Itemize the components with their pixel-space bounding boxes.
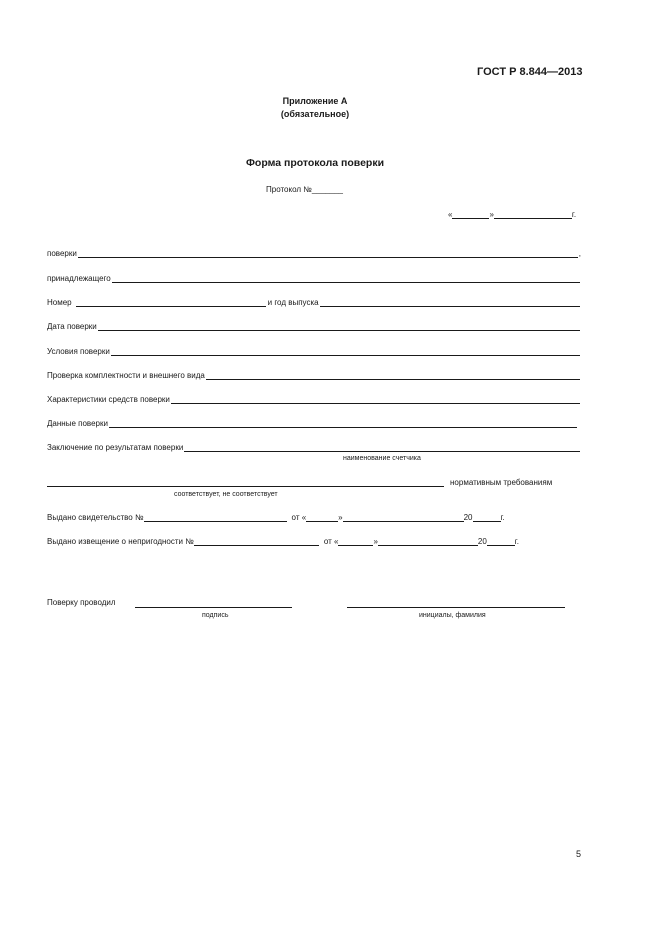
blank-certificate-year [473, 513, 501, 522]
appendix-title: Приложение А [282, 96, 348, 106]
comma: , [578, 249, 581, 258]
blank-data [109, 419, 577, 428]
hint-name: инициалы, фамилия [419, 612, 486, 619]
blank-unsuitability-no [194, 537, 319, 546]
label-certificate: Выдано свидетельство № [47, 513, 144, 522]
form-title: Форма протокола поверки [245, 157, 385, 169]
blank-belonging [112, 274, 580, 283]
blank-name [347, 607, 565, 608]
blank-conditions [111, 347, 580, 356]
row-characteristics [47, 392, 581, 404]
row-certificate [47, 513, 505, 522]
row-unsuitability [47, 537, 519, 546]
blank-certificate-month [343, 513, 464, 522]
unsuitability-from: от « [323, 537, 339, 546]
label-verification: поверки [47, 249, 77, 258]
standard-number: ГОСТ Р 8.844—2013 [477, 66, 583, 78]
row-date [47, 319, 581, 331]
date-year-suffix: г. [571, 210, 577, 219]
blank-number [76, 298, 266, 307]
appendix-note: (обязательное) [280, 109, 350, 119]
hint-conforms: соответствует, не соответствует [174, 491, 278, 498]
label-date: Дата поверки [47, 322, 97, 331]
blank-certificate-day [306, 513, 338, 522]
label-characteristics: Характеристики средств поверки [47, 395, 170, 404]
label-belonging: принадлежащего [47, 274, 111, 283]
certificate-close: » [338, 513, 343, 522]
blank-unsuitability-month [378, 537, 478, 546]
blank-verification [78, 249, 578, 258]
blank-unsuitability-year [487, 537, 515, 546]
blank-signature [135, 607, 292, 608]
label-number: Номер [47, 298, 72, 307]
date-month-blank [494, 210, 572, 219]
page-number: 5 [576, 849, 582, 859]
protocol-date [448, 210, 576, 219]
row-number [47, 295, 581, 307]
certificate-from: от « [291, 513, 307, 522]
blank-certificate-no [144, 513, 287, 522]
row-completeness [47, 368, 581, 380]
label-conclusion: Заключение по результатам поверки [47, 443, 184, 452]
label-data: Данные поверки [47, 419, 108, 428]
date-close-quote: » [489, 210, 494, 219]
label-unsuitability: Выдано извещение о непригодности № [47, 537, 194, 546]
unsuitability-year-prefix: 20 [477, 537, 487, 546]
blank-conformity [47, 486, 444, 487]
unsuitability-year-suffix: г. [514, 537, 519, 546]
label-signature: Поверку проводил [47, 598, 116, 607]
unsuitability-close: » [373, 537, 378, 546]
label-year: и год выпуска [267, 298, 319, 307]
label-normative: нормативным требованиям [450, 478, 553, 487]
appendix-heading [0, 95, 630, 121]
protocol-number: Протокол №_______ [266, 185, 343, 194]
row-conclusion [47, 440, 581, 452]
certificate-year-suffix: г. [500, 513, 505, 522]
date-open-quote: « [448, 210, 453, 219]
certificate-year-prefix: 20 [463, 513, 473, 522]
row-belonging [47, 271, 581, 283]
blank-completeness [206, 371, 580, 380]
blank-date [98, 322, 580, 331]
label-completeness: Проверка комплектности и внешнего вида [47, 371, 205, 380]
blank-year [320, 298, 580, 307]
hint-meter-name: наименование счетчика [343, 455, 421, 462]
row-verification [47, 246, 581, 258]
blank-characteristics [171, 395, 580, 404]
date-day-blank [452, 210, 489, 219]
blank-conclusion [184, 443, 580, 452]
row-conditions [47, 344, 581, 356]
row-data [47, 416, 578, 428]
label-conditions: Условия поверки [47, 347, 110, 356]
blank-unsuitability-day [338, 537, 373, 546]
hint-signature: подпись [202, 612, 229, 619]
